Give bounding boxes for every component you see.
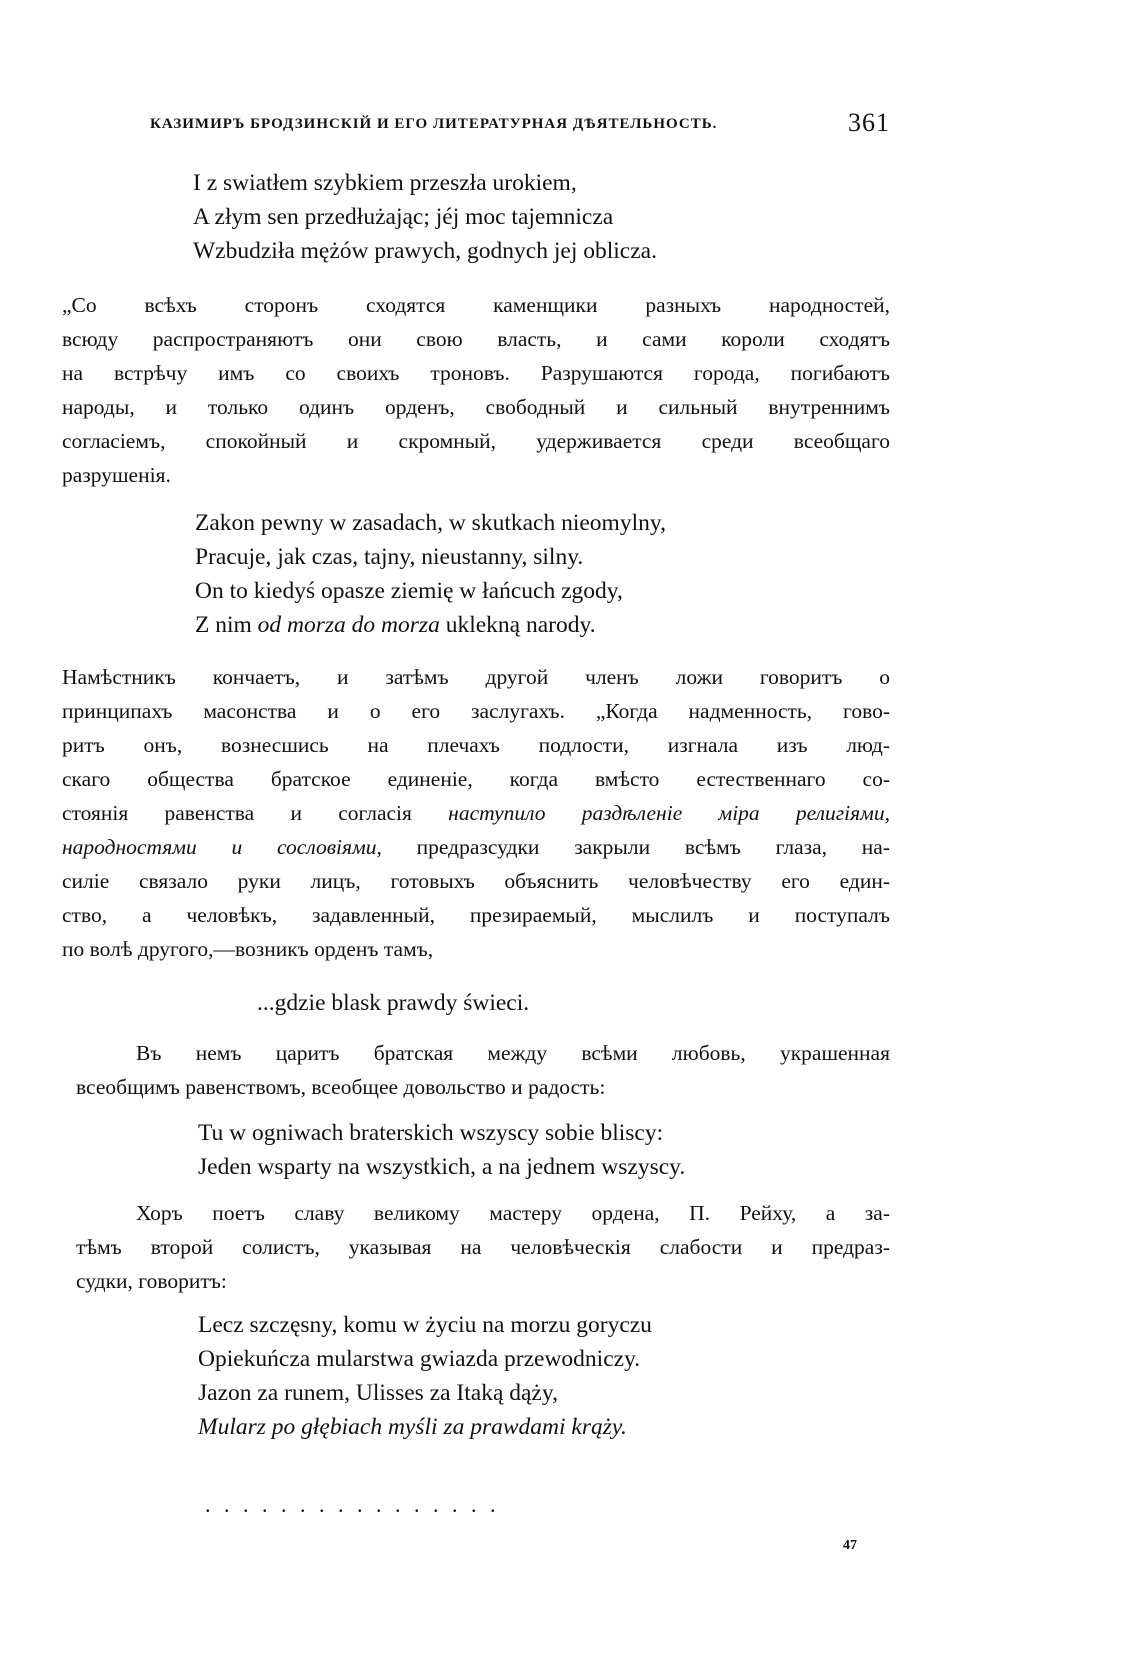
- verse-2: [195, 506, 666, 642]
- text-line: скаго общества братское единеніе, когда вмѣсто естественнаго со-: [62, 767, 890, 791]
- text-line: [62, 796, 890, 830]
- text-line: народы, и только одинъ орденъ, свободный и сильный внутреннимъ: [62, 395, 890, 419]
- running-header: [150, 108, 890, 142]
- verse-line: Lecz szczęsny, komu w życiu na morzu goryczu: [198, 1312, 652, 1338]
- italic-text: наступило раздѣленіе міра религіями,: [448, 801, 890, 825]
- text-line: Хоръ поетъ славу великому мастеру ордена, П. Рейху, а за-: [136, 1201, 890, 1225]
- text-line: на встрѣчу имъ со своихъ троновъ. Разрушаются города, погибаютъ: [62, 361, 890, 385]
- verse-line: Opiekuńcza mularstwa gwiazda przewodniczy.: [198, 1346, 641, 1372]
- text-line: ритъ онъ, вознесшись на плечахъ подлости, изгнала изъ люд-: [62, 733, 890, 757]
- paragraph-2: [62, 660, 890, 966]
- verse-text: uklekną narody.: [439, 612, 596, 638]
- text-run: предразсудки закрыли всѣмъ глаза, на-: [381, 835, 890, 859]
- verse-text: Z nim: [195, 612, 258, 638]
- verse-line: Jazon za runem, Ulisses za Itaką dąży,: [198, 1380, 558, 1406]
- verse-line: A złym sen przedłużając; jéj moc tajemnicza: [193, 204, 614, 230]
- verse-line: I z swiatłem szybkiem przeszła urokiem,: [193, 170, 577, 196]
- running-title: КАЗИМИРЪ БРОДЗИНСКІЙ И ЕГО ЛИТЕРАТУРНАЯ ДѢЯТЕЛЬНОСТЬ.: [150, 116, 718, 132]
- text-line: согласіемъ, спокойный и скромный, удерживается среди всеобщаго: [62, 429, 890, 453]
- paragraph-4: [76, 1196, 890, 1298]
- text-line: силіе связало руки лицъ, готовыхъ объяснить человѣчеству его един-: [62, 869, 890, 893]
- verse-line: Tu w ogniwach braterskich wszyscy sobie bliscy:: [198, 1120, 664, 1146]
- paragraph-1: [62, 288, 890, 492]
- printer-signature-mark: 47: [843, 1538, 857, 1553]
- italic-text: народностями и сословіями,: [62, 835, 382, 859]
- text-line: судки, говоритъ:: [76, 1269, 227, 1293]
- verse-line: Pracuje, jak czas, tajny, nieustanny, silny.: [195, 544, 584, 570]
- paragraph-3: [76, 1036, 890, 1104]
- verse-4: [198, 1308, 652, 1444]
- verse-line: Jeden wsparty na wszystkich, a na jednem wszyscy.: [198, 1154, 686, 1180]
- text-line: тѣмъ второй солистъ, указывая на человѣческія слабости и предраз-: [76, 1235, 890, 1259]
- text-line: разрушенія.: [62, 463, 171, 487]
- text-line: принципахъ масонства и о его заслугахъ. „Когда надменность, гово-: [62, 699, 890, 723]
- text-line: Въ немъ царитъ братская между всѣми любовь, украшенная: [136, 1041, 890, 1065]
- text-line: ство, а человѣкъ, задавленный, презираемый, мыслилъ и поступалъ: [62, 903, 890, 927]
- text-run: стоянія равенства и согласія: [62, 801, 449, 825]
- verse-line: Wzbudziła mężów prawych, godnych jej oblicza.: [193, 238, 657, 264]
- verse-line: On to kiedyś opasze ziemię w łańcuch zgody,: [195, 578, 623, 604]
- verse-line: ...gdzie blask prawdy świeci.: [257, 990, 530, 1016]
- text-line: всюду распространяютъ они свою власть, и сами короли сходятъ: [62, 327, 890, 351]
- text-line: всеобщимъ равенствомъ, всеобщее довольство и радость:: [76, 1075, 606, 1099]
- italic-text: od morza do morza: [257, 612, 440, 638]
- page-number: 361: [848, 108, 890, 137]
- text-line: [62, 830, 890, 864]
- text-line: Намѣстникъ кончаетъ, и затѣмъ другой членъ ложи говоритъ о: [62, 665, 890, 689]
- text-line: „Со всѣхъ сторонъ сходятся каменщики разныхъ народностей,: [62, 293, 890, 317]
- text-line: по волѣ другого,—возникъ орденъ тамъ,: [62, 937, 434, 961]
- verse-line: [195, 608, 666, 642]
- verse-line: Mularz po głębiach myśli za prawdami krąży.: [198, 1414, 627, 1440]
- verse-line: Zakon pewny w zasadach, w skutkach nieomylny,: [195, 510, 666, 536]
- verse-1: [193, 166, 657, 268]
- quote-line: [257, 986, 529, 1020]
- ellipsis-dots: ................: [205, 1492, 509, 1517]
- verse-3: [198, 1116, 685, 1184]
